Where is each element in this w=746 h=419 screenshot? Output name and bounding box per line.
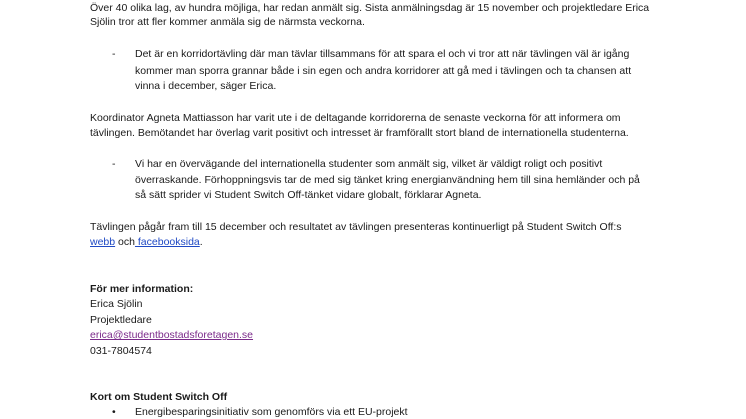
about-item-1: Energibesparingsinitiativ som genomförs via ett EU-projekt (135, 406, 408, 418)
intro-line-2: Sjölin tror att fler kommer anmäla sig de närmsta veckorna. (90, 16, 365, 28)
contact-name: Erica Sjölin (90, 298, 143, 310)
quote1-line-1: Det är en korridortävling där man tävlar tillsammans för att spara el och vi tror att när tävlingen väl är igång (135, 48, 630, 60)
period-text: . (199, 236, 203, 248)
quote2-line-3: så sätt sprider vi Student Switch Off-tänket vidare globalt, förklarar Agneta. (135, 189, 482, 201)
contact-phone: 031-7804574 (90, 345, 152, 357)
contact-heading: För mer information: (90, 283, 194, 295)
paragraph3-line-2 (90, 235, 203, 249)
quote2-dash: - (112, 158, 116, 170)
quote2-line-2: överraskande. Förhoppningsvis tar de med sig tänket kring energianvändning hem till sina hemländer och på (135, 174, 640, 186)
quote2-line-1: Vi har en övervägande del internationella studenter som anmält sig, vilket är väldigt roligt och positivt (135, 158, 603, 170)
webb-link[interactable]: webb (90, 236, 116, 248)
facebook-link[interactable]: facebooksida (134, 236, 200, 248)
paragraph2-line-2: tävlingen. Bemötandet har överlag varit positivt och intresset är framförallt stort bland de internationella studenterna. (90, 127, 629, 139)
about-heading: Kort om Student Switch Off (90, 391, 228, 403)
quote1-line-2: kommer man sporra grannar både i sin egen och andra korridorer att gå med i tävlingen och ta chansen att (135, 65, 632, 77)
intro-line-1: Över 40 olika lag, av hundra möjliga, har redan anmält sig. Sista anmälningsdag är 15 november och projektledare Erica (90, 2, 650, 14)
contact-email-link[interactable]: erica@studentbostadsforetagen.se (90, 329, 254, 341)
paragraph2-line-1: Koordinator Agneta Mattiasson har varit ute i de deltagande korridorerna de senaste veckorna för att informera om (90, 112, 621, 124)
och-text: och (115, 236, 135, 248)
quote1-dash: - (112, 48, 116, 60)
contact-role: Projektledare (90, 314, 152, 326)
paragraph3-line-1: Tävlingen pågår fram till 15 december och resultatet av tävlingen presenteras kontinuerligt på Student Switch Off:s (90, 221, 622, 233)
quote1-line-3: vinna i december, säger Erica. (135, 80, 277, 92)
about-bullet: • (112, 406, 116, 418)
